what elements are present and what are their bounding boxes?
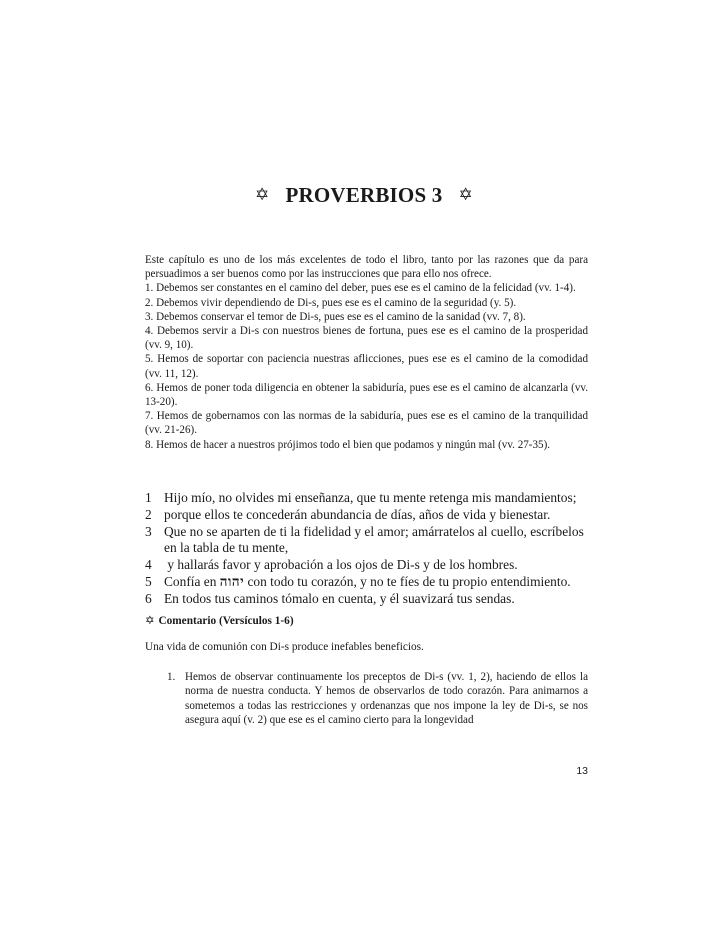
commentary-heading-text: Comentario (Versículos 1-6) bbox=[158, 615, 294, 627]
verse-text-after: con todo tu corazón, y no te fíes de tu propio entendimiento. bbox=[244, 573, 571, 589]
verse-number: 5 bbox=[145, 573, 152, 589]
verse-text: y hallarás favor y aprobación a los ojos de Di-s y de los hombres. bbox=[164, 557, 518, 573]
verse-number: 2 bbox=[145, 506, 152, 522]
commentary-heading bbox=[145, 614, 294, 627]
verse-text bbox=[164, 574, 593, 591]
verse bbox=[145, 591, 593, 608]
list-item-number: 1. bbox=[167, 671, 176, 683]
summary-point: 4. Debemos servir a Di-s con nuestros bienes de fortuna, pues ese es el camino de la prosperidad (vv. 9, 10). bbox=[145, 325, 588, 352]
list-item-text: Hemos de observar continuamente los preceptos de Di-s (vv. 1, 2), haciendo de ellos la norma de nuestra conducta. Y hemos de observarlos de todo corazón. Para animarnos a sometemos a todas las restricciones y ordenanzas que nos impone la ley de Di-s, se nos asegura aquí (v. 2) que ese es el camino cierto para la longevidad bbox=[185, 671, 588, 726]
verse-number: 1 bbox=[145, 490, 152, 505]
commentary-list bbox=[167, 670, 588, 727]
verse-text: En todos tus caminos tómalo en cuenta, y él suavizará tus sendas. bbox=[164, 590, 515, 606]
summary-point: 7. Hemos de gobernamos con las normas de la sabiduría, pues ese es el camino de la tranquilidad (vv. 21-26). bbox=[145, 410, 588, 437]
list-item bbox=[167, 670, 588, 727]
verse-text: porque ellos te concederán abundancia de días, años de vida y bienestar. bbox=[164, 506, 551, 522]
verse-list bbox=[145, 490, 593, 608]
summary-paragraph: Este capítulo es uno de los más excelentes de todo el libro, tanto por las razones que da para persuadimos a ser buenos como por las instrucciones que para ello nos ofrece. bbox=[145, 254, 588, 281]
verse-number: 3 bbox=[145, 523, 152, 539]
star-of-david-icon: ✡ bbox=[458, 185, 473, 204]
page-title-text: PROVERBIOS 3 bbox=[285, 183, 443, 207]
summary-point: 3. Debemos conservar el temor de Di-s, pues ese es el camino de la sanidad (vv. 7, 8). bbox=[145, 310, 526, 323]
commentary-intro: Una vida de comunión con Di-s produce inefables beneficios. bbox=[145, 641, 424, 653]
verse-number: 6 bbox=[145, 590, 152, 606]
summary-point: 1. Debemos ser constantes en el camino del deber, pues ese es el camino de la felicidad (vv. 1-4). bbox=[145, 282, 576, 295]
verse-text: Que no se aparten de ti la fidelidad y el amor; amárratelos al cuello, escríbelos en la tabla de tu mente, bbox=[164, 523, 584, 556]
page-title bbox=[0, 183, 728, 208]
summary-point: 2. Debemos vivir dependiendo de Di-s, pues ese es el camino de la seguridad (y. 5). bbox=[145, 296, 517, 309]
star-of-david-icon: ✡ bbox=[255, 185, 270, 204]
hebrew-divine-name: יהוה bbox=[219, 573, 245, 589]
verse bbox=[145, 524, 593, 558]
star-of-david-icon: ✡ bbox=[145, 615, 155, 627]
verse bbox=[145, 574, 593, 591]
summary-point: 6. Hemos de poner toda diligencia en obtener la sabiduría, pues ese es el camino de alcanzarla (vv. 13-20). bbox=[145, 381, 588, 409]
verse bbox=[145, 507, 593, 524]
summary-point: 8. Hemos de hacer a nuestros prójimos todo el bien que podamos y ningún mal (vv. 27-35). bbox=[145, 438, 551, 451]
verse-number: 4 bbox=[145, 557, 152, 573]
verse bbox=[145, 557, 593, 574]
verse bbox=[145, 490, 593, 507]
chapter-summary bbox=[145, 253, 588, 452]
verse-text: Hijo mío, no olvides mi enseñanza, que tu mente retenga mis mandamientos; bbox=[164, 490, 577, 505]
verse-text-before: Confía en bbox=[164, 573, 220, 589]
page-number: 13 bbox=[576, 765, 588, 777]
summary-point: 5. Hemos de soportar con paciencia nuestras aflicciones, pues ese es el camino de la comodidad (vv. 11, 12). bbox=[145, 353, 588, 380]
